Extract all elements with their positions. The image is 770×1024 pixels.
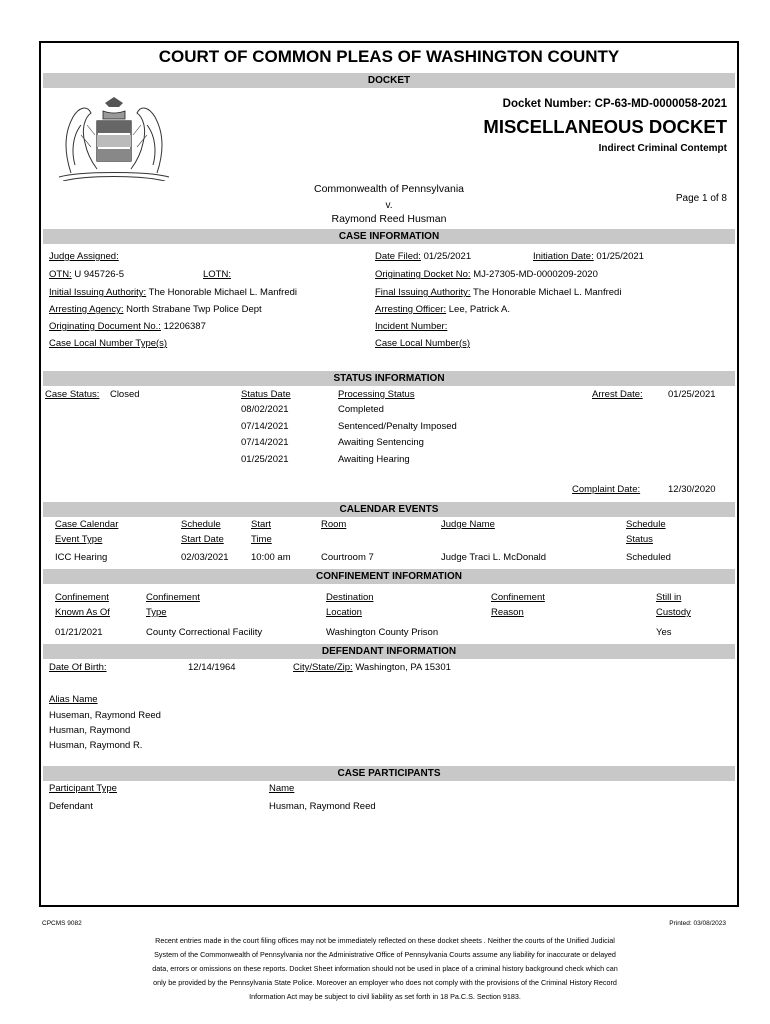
caption-plaintiff: Commonwealth of Pennsylvania xyxy=(314,183,464,195)
status-date-1: 08/02/2021 xyxy=(241,404,289,415)
calendar-start-time: 10:00 am xyxy=(251,552,291,563)
page-number: Page 1 of 8 xyxy=(675,193,727,204)
arrest-date-label: Arrest Date: xyxy=(592,389,643,400)
processing-status-2: Sentenced/Penalty Imposed xyxy=(338,421,457,432)
calendar-header-event-type-2: Event Type xyxy=(55,534,103,545)
form-id: CPCMS 9082 xyxy=(42,920,82,927)
alias-3: Husman, Raymond R. xyxy=(49,740,143,751)
participant-name: Husman, Raymond Reed xyxy=(269,801,376,812)
docket-number: Docket Number: CP-63-MD-0000058-2021 xyxy=(502,98,727,110)
participant-type-header: Participant Type xyxy=(49,783,117,794)
calendar-header-status-1: Schedule xyxy=(626,519,666,530)
dob-label: Date Of Birth: xyxy=(49,662,107,673)
disclaimer-line-1: Recent entries made in the court filing offices may not be immediately reflected on these docket sheets . Neither the courts of the Unified Judicial xyxy=(155,936,615,945)
defendant-information-band: DEFENDANT INFORMATION xyxy=(43,644,735,659)
calendar-header-judge: Judge Name xyxy=(441,519,495,530)
lotn-label: LOTN: xyxy=(203,269,231,280)
case-information-band: CASE INFORMATION xyxy=(43,229,735,244)
processing-status-1: Completed xyxy=(338,404,384,415)
calendar-header-start-date-1: Schedule xyxy=(181,519,221,530)
court-title: COURT OF COMMON PLEAS OF WASHINGTON COUNTY xyxy=(158,47,620,66)
originating-docket: Originating Docket No: MJ-27305-MD-0000209-2020 xyxy=(375,269,598,280)
final-issuing-authority: Final Issuing Authority: The Honorable Michael L. Manfredi xyxy=(375,287,622,298)
confinement-header-known-as-1: Confinement xyxy=(55,592,109,603)
status-date-2: 07/14/2021 xyxy=(241,421,289,432)
calendar-room: Courtroom 7 xyxy=(321,552,374,563)
originating-document: Originating Document No.: 12206387 xyxy=(49,321,206,332)
disclaimer-line-2: System of the Commonwealth of Pennsylvania nor the Administrative Office of Pennsylvania Courts assume any liability for inaccurate or delayed xyxy=(154,950,616,959)
status-information-band: STATUS INFORMATION xyxy=(43,371,735,386)
docket-type: MISCELLANEOUS DOCKET xyxy=(483,116,727,137)
confinement-header-location-1: Destination xyxy=(326,592,374,603)
alias-2: Husman, Raymond xyxy=(49,725,131,736)
case-status: Case Status: Closed xyxy=(45,389,140,400)
confinement-header-known-as-2: Known As Of xyxy=(55,607,110,618)
status-date-3: 07/14/2021 xyxy=(241,437,289,448)
status-date-4: 01/25/2021 xyxy=(241,454,289,465)
judge-assigned-label: Judge Assigned: xyxy=(49,251,119,262)
confinement-header-location-2: Location xyxy=(326,607,362,618)
processing-status-header: Processing Status xyxy=(338,389,415,400)
caption-defendant: Raymond Reed Husman xyxy=(331,213,447,225)
alias-name-label: Alias Name xyxy=(49,694,98,705)
otn: OTN: U 945726-5 xyxy=(49,269,124,280)
initiation-date: Initiation Date: 01/25/2021 xyxy=(533,251,644,262)
case-participants-band: CASE PARTICIPANTS xyxy=(43,766,735,781)
calendar-header-room: Room xyxy=(321,519,347,530)
date-filed: Date Filed: 01/25/2021 xyxy=(375,251,472,262)
dob: 12/14/1964 xyxy=(188,662,236,673)
calendar-start-date: 02/03/2021 xyxy=(181,552,229,563)
calendar-judge: Judge Traci L. McDonald xyxy=(441,552,547,563)
complaint-date: 12/30/2020 xyxy=(668,484,716,495)
confinement-header-reason-1: Confinement xyxy=(491,592,545,603)
confinement-header-type-2: Type xyxy=(146,607,167,618)
disclaimer-line-4: only be provided by the Pennsylvania State Police. Moreover an employer who does not comply with the provisions of the Criminal History Record xyxy=(153,978,617,987)
arresting-officer: Arresting Officer: Lee, Patrick A. xyxy=(375,304,511,315)
confinement-location: Washington County Prison xyxy=(326,627,439,638)
confinement-custody: Yes xyxy=(656,627,672,638)
case-type: Indirect Criminal Contempt xyxy=(598,143,727,154)
arrest-date: 01/25/2021 xyxy=(668,389,716,400)
confinement-information-band: CONFINEMENT INFORMATION xyxy=(43,569,735,584)
calendar-header-start-date-2: Start Date xyxy=(181,534,224,545)
confinement-header-reason-2: Reason xyxy=(491,607,524,618)
status-date-header: Status Date xyxy=(241,389,291,400)
confinement-header-type-1: Confinement xyxy=(146,592,200,603)
calendar-header-event-type-1: Case Calendar xyxy=(55,519,119,530)
disclaimer-line-3: data, errors or omissions on these reports. Docket Sheet information should not be used in place of a criminal history background check which can xyxy=(152,964,618,973)
printed-date: Printed: 03/08/2023 xyxy=(669,920,726,927)
calendar-header-start-time-1: Start xyxy=(251,519,272,530)
confinement-header-custody-1: Still in xyxy=(656,592,682,603)
incident-number-label: Incident Number: xyxy=(375,321,448,332)
calendar-event-type: ICC Hearing xyxy=(55,552,108,563)
calendar-events-band: CALENDAR EVENTS xyxy=(43,502,735,517)
docket-page xyxy=(39,41,739,907)
alias-1: Huseman, Raymond Reed xyxy=(49,710,161,721)
calendar-status: Scheduled xyxy=(626,552,671,563)
participant-name-header: Name xyxy=(269,783,295,794)
pennsylvania-seal-icon xyxy=(51,95,177,181)
disclaimer-line-5: Information Act may be subject to civil liability as set forth in 18 Pa.C.S. Section 9183. xyxy=(249,992,521,1001)
processing-status-4: Awaiting Hearing xyxy=(338,454,410,465)
participant-type: Defendant xyxy=(49,801,93,812)
caption-versus: v. xyxy=(385,200,393,211)
arresting-agency: Arresting Agency: North Strabane Twp Police Dept xyxy=(49,304,262,315)
processing-status-3: Awaiting Sentencing xyxy=(338,437,424,448)
confinement-type: County Correctional Facility xyxy=(146,627,263,638)
case-local-number-type-label: Case Local Number Type(s) xyxy=(49,338,168,349)
confinement-header-custody-2: Custody xyxy=(656,607,691,618)
case-local-number-label: Case Local Number(s) xyxy=(375,338,471,349)
calendar-header-status-2: Status xyxy=(626,534,653,545)
city-state-zip: City/State/Zip: Washington, PA 15301 xyxy=(293,662,451,673)
confinement-known-as: 01/21/2021 xyxy=(55,627,103,638)
initial-issuing-authority: Initial Issuing Authority: The Honorable Michael L. Manfredi xyxy=(49,287,298,298)
docket-band: DOCKET xyxy=(43,73,735,88)
calendar-header-start-time-2: Time xyxy=(251,534,272,545)
complaint-date-label: Complaint Date: xyxy=(572,484,641,495)
